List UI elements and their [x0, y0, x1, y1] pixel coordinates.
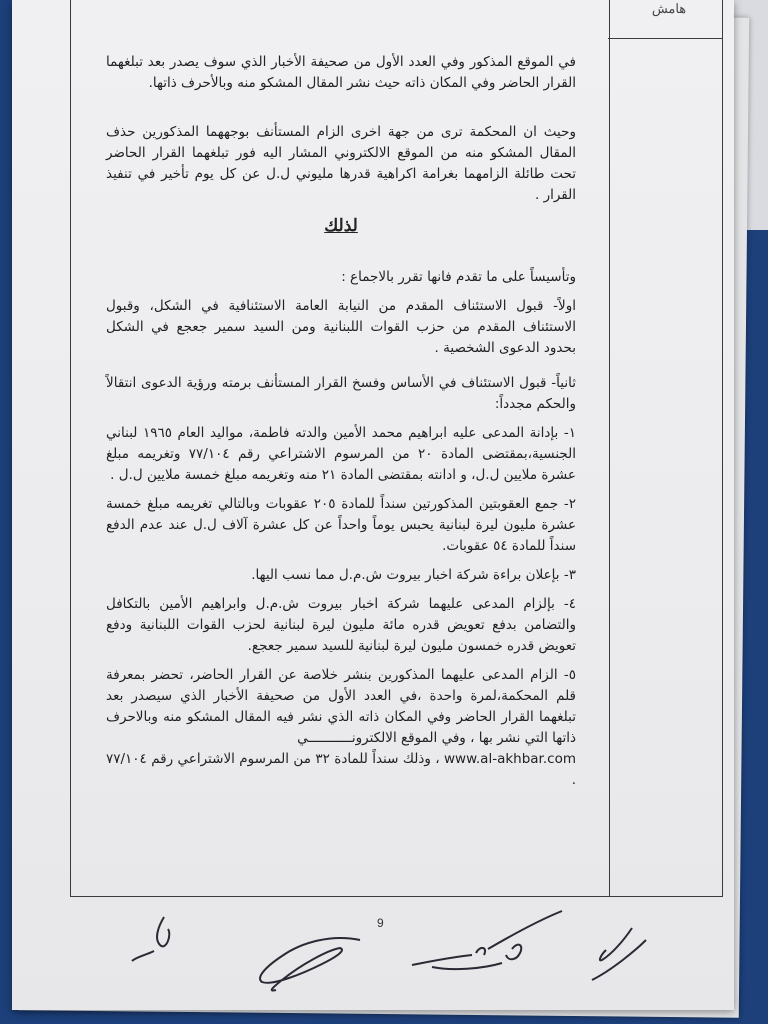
signature-1 — [124, 905, 204, 965]
decision-item-1: ١- بإدانة المدعى عليه ابراهيم محمد الأمين والدته فاطمة، مواليد العام ١٩٦٥ لبناني الجنسية،بمقتضى المادة ٢٠ من المرسوم الاشتراعي رقم ٧٧/١٠٤ وتغريمه مبلغ عشرة ملايين ل.ل، و ادانته بمقتضى المادة ٢١ منه وتغريمه مبلغ خمسة ملايين ل.ل . — [106, 425, 576, 483]
margin-column — [608, 0, 723, 897]
decision-item-4: ٤- بإلزام المدعى عليهما شركة اخبار بيروت ش.م.ل وابراهيم الأمين بالتكافل والتضامن بدفع تعويض قدره مائة مليون ليرة لبنانية لحزب القوات اللبنانية ودفع تعويض قدره خمسون مليون ليرة لبنانية للسيد سمير جعجع. — [106, 596, 576, 654]
paragraph-2: وحيث ان المحكمة ترى من جهة اخرى الزام المستأنف بوجههما المذكورين حذف المقال المشكو منه من الموقع الالكتروني المشار اليه فور تبلغهما القرار الحاضر تحت طائلة الزامهما بغرامة اكراهية قدرها مليوني ل.ل عن كل يوم تأخير في تنفيذ القرار . — [106, 124, 576, 203]
document-page — [12, 0, 734, 1010]
margin-divider — [608, 38, 722, 39]
decision-item-3: ٣- بإعلان براءة شركة اخبار بيروت ش.م.ل مما نسب اليها. — [251, 567, 576, 583]
paragraph-1: في الموقع المذكور وفي العدد الأول من صحيفة الأخبار الذي سوف يصدر بعد تبلغهما القرار الحاضر وفي المكان ذاته حيث نشر المقال المشكو منه وبالأحرف ذاتها. — [106, 54, 576, 91]
section-heading: لذلك — [324, 216, 358, 236]
document-body — [106, 52, 576, 791]
margin-header: هامش — [651, 2, 687, 17]
signature-2 — [242, 920, 382, 1000]
signature-4 — [572, 920, 662, 990]
decision-item-2: ٢- جمع العقوبتين المذكورتين سنداً للمادة ٢٠٥ عقوبات وبالتالي تغريمه مبلغ خمسة عشرة مليون ليرة لبنانية يحبس يوماً واحداً عن كل عشرة آلاف ل.ل عند عدم الدفع سنداً للمادة ٥٤ عقوبات. — [106, 496, 577, 554]
url-line-text: ، وذلك سنداً للمادة ٣٢ من المرسوم الاشتراعي رقم ٧٧/١٠٤ . — [106, 751, 576, 788]
decision-item-5: ٥- الزام المدعى عليهما المذكورين بنشر خلاصة عن القرار الحاضر، تحضر بمعرفة قلم المحكمة،لمرة واحدة ،في العدد الأول من صحيفة الأخبار الذي سيصدر بعد تبلغهما القرار الحاضر وفي المكان ذاته الذي نشر فيه المقال المشكو منه وبالاحرف ذاتها التي نشر بها ، وفي الموقع الالكترونـــــــــــي — [106, 667, 576, 746]
website-url: www.al-akhbar.com — [444, 751, 576, 767]
page-number: 9 — [377, 916, 384, 930]
decision-intro: وتأسيساً على ما تقدم فانها تقرر بالاجماع : — [341, 269, 576, 285]
signature-3 — [392, 905, 572, 985]
decision-second: ثانياً- قبول الاستئناف في الأساس وفسخ القرار المستأنف برمته ورؤية الدعوى انتقالاً والحكم مجدداً: — [106, 375, 576, 412]
decision-first: اولاً- قبول الاستئناف المقدم من النيابة العامة الاستئنافية في الشكل، وقبول الاستئناف المقدم من حزب القوات اللبنانية ومن السيد سمير جعجع في الشكل بحدود الدعوى الشخصية . — [106, 298, 576, 356]
url-line — [106, 749, 576, 791]
